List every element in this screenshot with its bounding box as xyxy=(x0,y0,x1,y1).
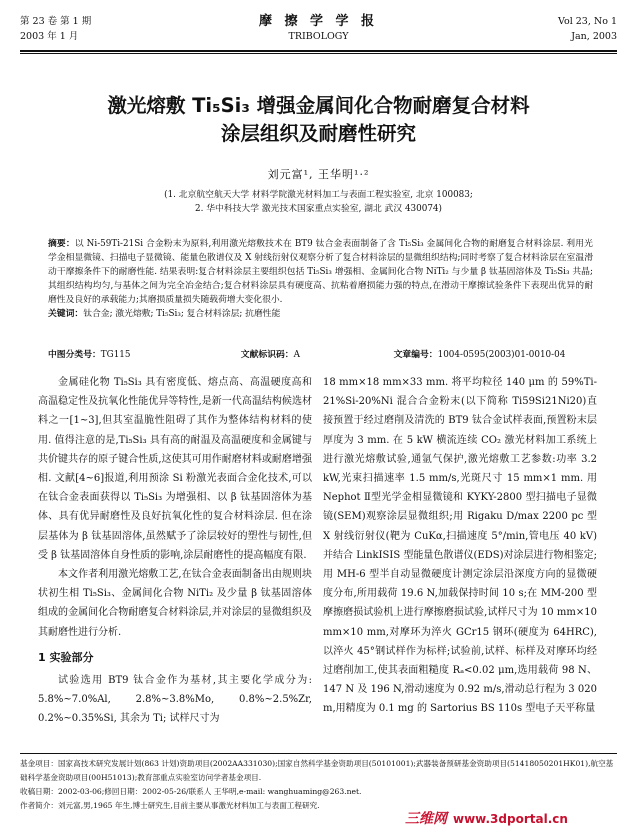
authors: 刘元富¹, 王华明¹·² xyxy=(267,168,370,181)
body-column-right xyxy=(323,373,597,719)
clc-number: TG115 xyxy=(100,350,131,360)
footnotes xyxy=(20,757,617,813)
article-number: 1004-0595(2003)01-0010-04 xyxy=(437,350,566,360)
funding-note: 基金项目：国家高技术研究发展计划(863 计划)资助项目(2002AA331030);国家自然科学基金资助项目(50101001);武器装备预研基金资助项目(51418050201HK01),航空基础科学基金资助项目(00H51013);教育部重点实验室访问学者基金项目. xyxy=(20,759,614,782)
classification-line: 中图分类号：TG115 文献标识码：A 文章编号：1004-0595(2003)01-0010-04 xyxy=(48,350,566,360)
author-bio-note: 作者简介：刘元富,男,1965 年生,博士研究生,目前主要从事激光材料加工与表面工程研究. xyxy=(20,801,320,810)
journal-name: 摩 擦 学 学 报 TRIBOLOGY xyxy=(258,14,379,42)
received-date-note: 收稿日期：2002-03-06;修回日期：2002-05-26/联系人 王华明,e-mail: wanghuaming@263.net. xyxy=(20,787,362,796)
watermark: 三维网 www.3dportal.cn xyxy=(405,811,568,827)
section-heading: 1 实验部分 xyxy=(38,650,94,664)
volume-issue: 第 23 卷 第 1 期 2003 年 1 月 xyxy=(20,16,92,42)
keywords-label: 关键词： xyxy=(48,309,84,320)
abstract-label: 摘要： xyxy=(48,239,75,249)
document-code: A xyxy=(293,350,300,360)
paragraph: 本文作者利用激光熔敷工艺,在钛合金表面制备出由规则块状初生相 Ti₅Si₃、金属间化合物 NiTi₂ 及少量 β 钛基固溶体组成的金属间化合物耐磨复合材料涂层,并对涂层的显微组织及其耐磨性进行分析. xyxy=(38,569,312,638)
footnote-rule xyxy=(20,753,617,754)
affiliations: (1. 北京航空航天大学 材料学院激光材料加工与表面工程实验室, 北京 100083; 2. 华中科技大学 激光技术国家重点实验室, 湖北 武汉 430074) xyxy=(164,190,473,214)
body-column-left xyxy=(38,373,312,729)
abstract-text: 以 Ni-59Ti-21Si 合金粉末为原料,利用激光熔敷技术在 BT9 钛合金表面制备了含 Ti₅Si₃ 金属间化合物的耐磨复合材料涂层. 利用光学金相显微镜、扫描电子显微镜、能量色散谱仪及 X 射线衍射仪观察分析了复合材料涂层的显微组织结构;同时考察了复合材料涂层在室温滑动干摩擦条件下的耐磨性能. 结果表明:复合材料涂层主要组织包括 Ti₅Si₃ 增强相、金属间化合物 NiTi₂ 与少量 β 钛基固溶体及 Ti₅Si₃ 共晶;其组织结构均匀,与基体之间为完全冶金结合;复合材料涂层具有硬度高、抗粘着磨损能力强的特点,在滑动干摩擦试验条件下表现出优异的耐磨性及良好的承载能力;其磨损质量损失随载荷增大变化很小. xyxy=(48,239,593,306)
header-rule-thick xyxy=(20,50,617,52)
running-header xyxy=(20,14,617,50)
paper-title: 激光熔敷 Ti₅Si₃ 增强金属间化合物耐磨复合材料 涂层组织及耐磨性研究 xyxy=(107,94,530,145)
paragraph: 金属硅化物 Ti₅Si₃ 具有密度低、熔点高、高温硬度高和高温稳定性及抗氧化性能优异等特性,是新一代高温结构候选材料之一[1~3],但其室温脆性阻碍了其作为整体结构材料的使用. 值得注意的是,Ti₅Si₃ 具有高的耐温及高温硬度和金属键与共价键共存的原子键合性质,这使其可用作耐磨材料或耐磨增强相. 文献[4~6]报道,利用预涂 Si 粉激光表面合金化技术,可以在钛合金表面获得以 Ti₅Si₃ 为增强相、以 β 钛基固溶体为基体、具有优异耐磨性及良好抗氧化性的复合材料涂层. 但在涂层基体为 β 钛基固溶体,虽然赋予了涂层较好的塑性与韧性,但受 β 钛基固溶体自身性质的影响,涂层耐磨性的提高幅度有限. xyxy=(38,377,312,561)
volume-issue-en: Vol 23, No 1 Jan, 2003 xyxy=(558,16,617,42)
header-rule-thin xyxy=(20,53,617,54)
abstract xyxy=(48,237,593,322)
paragraph: 试验选用 BT9 钛合金作为基材,其主要化学成分为: 5.8%~7.0%Al, 2.8%~3.8%Mo, 0.8%~2.5%Zr, 0.2%~0.35%Si, 其余为 Ti; 试样尺寸为 xyxy=(38,675,312,725)
paragraph: 18 mm×18 mm×33 mm. 将平均粒径 140 μm 的 59%Ti-21%Si-20%Ni 混合合金粉末(以下简称 Ti59Si21Ni20)直接预置于经过磨削及清洗的 BT9 钛合金试样表面,预置粉末层厚度为 3 mm. 在 5 kW 横流连续 CO₂ 激光材料加工系统上进行激光熔敷试验,通氩气保护,激光熔敷工艺参数:功率 3.2 kW,光束扫描速率 1.5 mm/s,光斑尺寸 15 mm×1 mm. 用 Nephot Ⅱ型光学金相显微镜和 KYKY-2800 型扫描电子显微镜(SEM)观察涂层显微组织;用 Rigaku D/max 2200 pc 型 X 射线衍射仪(靶为 CuKα,扫描速度 5°/min,管电压 40 kV)并结合 LinkISIS 型能量色散谱仪(EDS)对涂层进行物相鉴定;用 MH-6 型半自动显微硬度计测定涂层沿深度方向的显微硬度分布,所用载荷 19.6 N,加载保持时间 10 s;在 MM-200 型摩擦磨损试验机上进行摩擦磨损试验,试样尺寸为 10 mm×10 mm×10 mm,对摩环为淬火 GCr15 钢环(硬度为 64HRC),以淬火 45°钢试样作为标样;试验前,试样、标样及对摩环均经过磨削加工,使其表面粗糙度 Rₐ<0.02 μm,选用载荷 98 N、147 N 及 196 N,滑动速度为 0.92 m/s,滑动总行程为 3 020 m,用精度为 0.1 mg 的 Sartorius BS 110s 型电子天平称量 xyxy=(323,377,597,715)
keywords-text: 钛合金; 激光熔敷; Ti₅Si₃; 复合材料涂层; 抗磨性能 xyxy=(83,309,281,320)
